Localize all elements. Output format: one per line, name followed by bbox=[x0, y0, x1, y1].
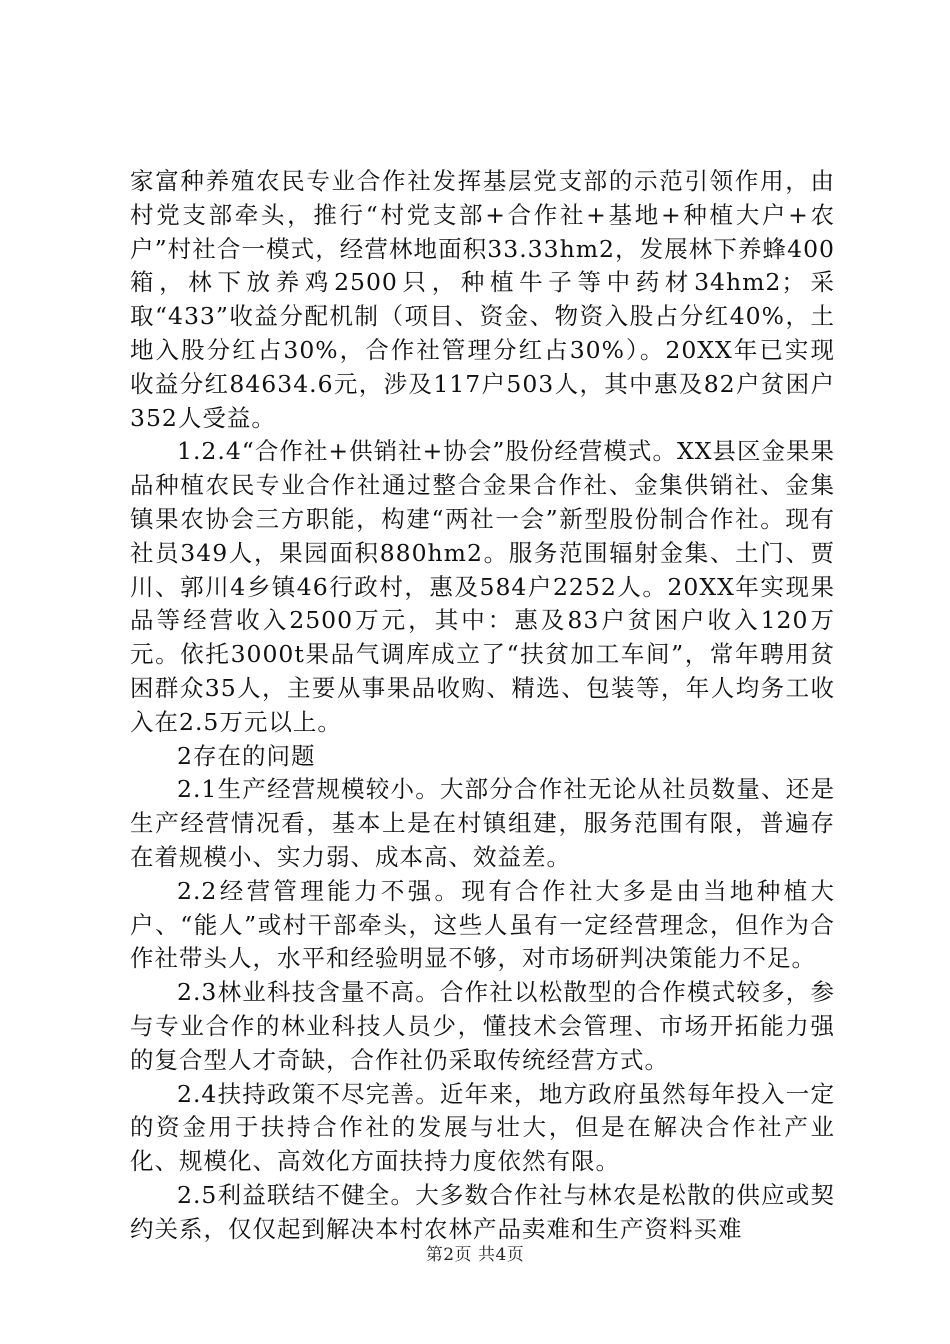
paragraph-problem-2-5: 2.5利益联结不健全。大多数合作社与林农是松散的供应或契约关系，仅仅起到解决本村农林产品卖难和生产资料买难 bbox=[130, 1180, 835, 1243]
paragraph-problem-2-1: 2.1生产经营规模较小。大部分合作社无论从社员数量、还是生产经营情况看，基本上是在村镇组建，服务范围有限，普遍存在着规模小、实力弱、成本高、效益差。 bbox=[130, 775, 835, 871]
paragraph-problem-2-2: 2.2经营管理能力不强。现有合作社大多是由当地种植大户、“能人”或村干部牵头，这些人虽有一定经营理念，但作为合作社带头人，水平和经验明显不够，对市场研判决策能力不足。 bbox=[130, 876, 835, 973]
paragraph-share-mode: 1.2.4“合作社+供销社+协会”股份经营模式。XX县区金果果品种植农民专业合作社通过整合金果合作社、金集供销社、金集镇果农协会三方职能，构建“两社一会”新型股份制合作社。现有社员349人，果园面积880hm2。服务范围辐射金集、土门、贾川、郭川4乡镇46行政村，惠及584户2252人。20XX年实现果品等经营收入2500万元，其中：惠及83户贫困户收入120万元。依托3000t果品气调库成立了“扶贫加工车间”，常年聘用贫困群众35人，主要从事果品收购、精选、包装等，年人均务工收入在2.5万元以上。 bbox=[130, 437, 835, 736]
paragraph-problem-2-4: 2.4扶持政策不尽完善。近年来，地方政府虽然每年投入一定的资金用于扶持合作社的发展与壮大，但是在解决合作社产业化、规模化、高效化方面扶持力度依然有限。 bbox=[130, 1079, 835, 1176]
page-footer: 第2页 共4页 bbox=[425, 1245, 525, 1265]
paragraph-cooperative-mode: 家富种养殖农民专业合作社发挥基层党支部的示范引领作用，由村党支部牵头，推行“村党支部+合作社+基地+种植大户+农户”村社合一模式，经营林地面积33.33hm2，发展林下养蜂400箱，林下放养鸡2500只，种植牛子等中药材34hm2；采取“433”收益分配机制（项目、资金、物资入股占分红40%，土地入股分红占30%，合作社管理分红占30%）。20XX年已实现收益分红84634.6元，涉及117户503人，其中惠及82户贫困户352人受益。 bbox=[130, 167, 835, 432]
section-heading-problems: 2存在的问题 bbox=[177, 741, 316, 770]
paragraph-problem-2-3: 2.3林业科技含量不高。合作社以松散型的合作模式较多，参与专业合作的林业科技人员少，懂技术会管理、市场开拓能力强的复合型人才奇缺，合作社仍采取传统经营方式。 bbox=[130, 978, 835, 1074]
document-body bbox=[130, 165, 835, 1247]
